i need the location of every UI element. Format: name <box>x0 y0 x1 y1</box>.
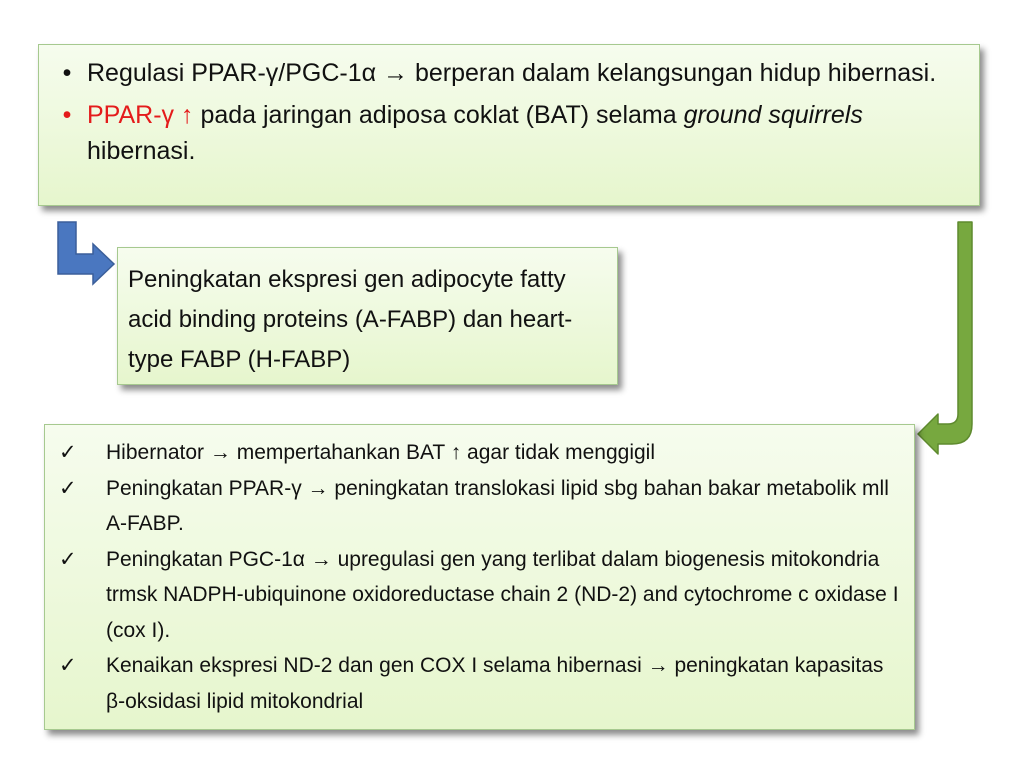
top-bullet-item <box>47 55 959 91</box>
checkmark-icon: ✓ <box>59 654 77 677</box>
text-run: hibernasi. <box>87 137 196 165</box>
text-run: pada jaringan adiposa coklat (BAT) selama <box>193 101 684 129</box>
bottom-findings-box <box>44 424 915 730</box>
checklist-item <box>59 435 900 471</box>
bullet-dot-icon: • <box>62 59 72 87</box>
checklist-item-text: Kenaikan ekspresi ND-2 dan gen COX I selama hibernasi → peningkatan kapasitas β-oksidasi lipid mitokondrial <box>106 654 884 713</box>
text-run: → <box>383 59 409 87</box>
top-bullet-text <box>87 97 959 169</box>
top-bullet-item <box>47 97 959 169</box>
checklist-item <box>59 648 900 719</box>
bent-arrow-left-icon <box>912 218 982 458</box>
text-run: Regulasi PPAR-γ/PGC-1α <box>87 59 384 87</box>
checklist <box>45 425 914 719</box>
top-statement-box <box>38 44 980 206</box>
text-run: berperan dalam kelangsungan hidup hibernasi. <box>408 59 937 87</box>
middle-result-box <box>117 247 618 385</box>
bent-arrow-right-icon <box>50 218 120 288</box>
text-run: ground squirrels <box>683 101 863 129</box>
checkmark-icon: ✓ <box>59 476 77 500</box>
checklist-item-text: Peningkatan PPAR-γ → peningkatan translokasi lipid sbg bahan bakar metabolik mll A-FABP. <box>106 476 889 535</box>
bullet-dot-icon: • <box>62 101 72 129</box>
checkmark-icon: ✓ <box>59 547 77 571</box>
text-run: PPAR-γ ↑ <box>87 101 194 129</box>
top-bullet-list <box>39 45 979 169</box>
checklist-item <box>59 471 900 542</box>
checkmark-icon: ✓ <box>59 441 77 464</box>
top-bullet-text <box>87 55 959 91</box>
middle-box-text: Peningkatan ekspresi gen adipocyte fatty acid binding proteins (A-FABP) dan heart-type FABP (H-FABP) <box>128 266 573 373</box>
checklist-item-text: Hibernator → mempertahankan BAT ↑ agar tidak menggigil <box>106 441 655 464</box>
checklist-item-text: Peningkatan PGC-1α → upregulasi gen yang terlibat dalam biogenesis mitokondria trmsk NADPH-ubiquinone oxidoreductase chain 2 (ND-2) and cytochrome c oxidase I (cox I). <box>106 547 899 642</box>
checklist-item <box>59 542 900 649</box>
